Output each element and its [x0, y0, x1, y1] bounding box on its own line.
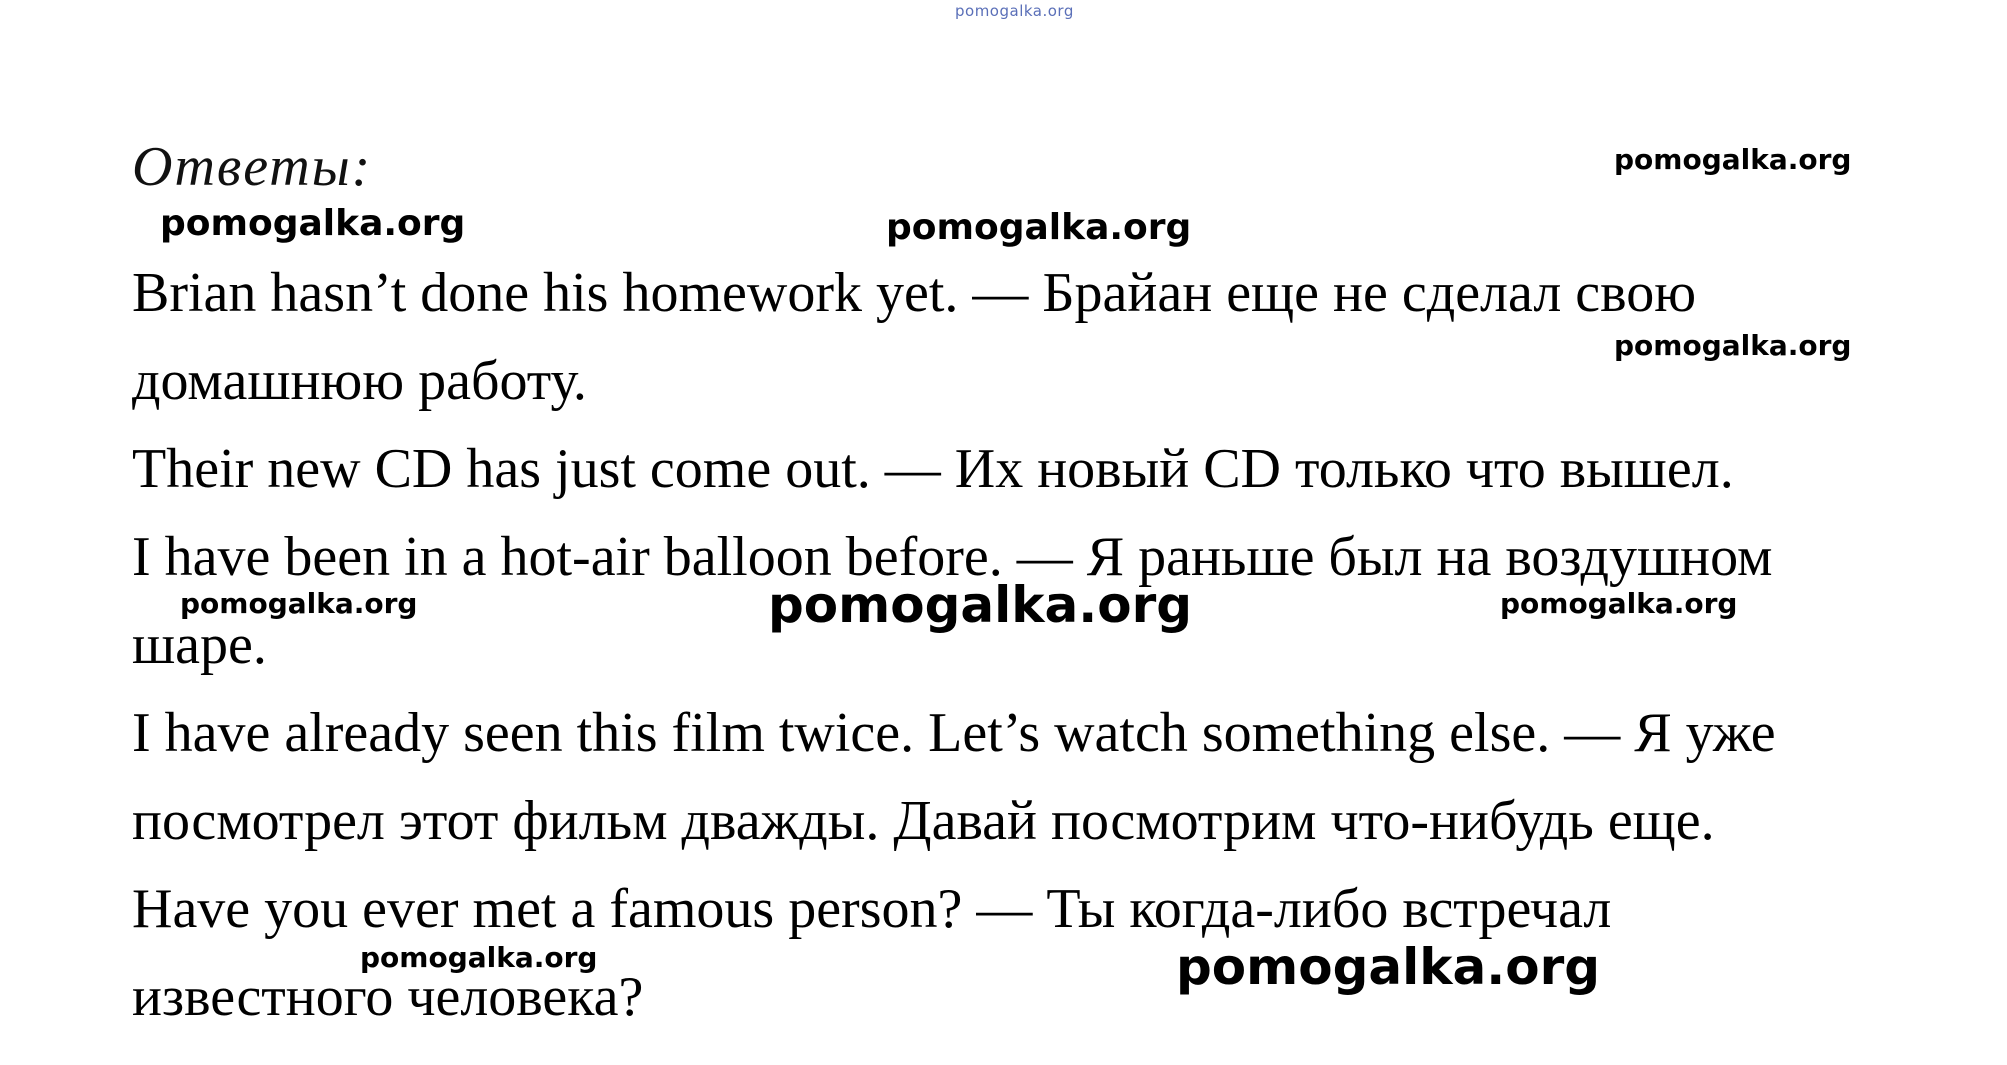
answer-line-9: известного человека? [132, 966, 644, 1028]
watermark: pomogalka.org [886, 207, 1192, 248]
watermark: pomogalka.org [360, 941, 598, 974]
watermark: pomogalka.org [1500, 587, 1738, 620]
answer-line-7: посмотрел этот фильм дважды. Давай посмотрим что-нибудь еще. [132, 790, 1715, 852]
watermark: pomogalka.org [768, 576, 1193, 634]
answer-line-5: шаре. [132, 614, 267, 676]
answer-line-4: I have been in a hot-air balloon before. — Я раньше был на воздушном [132, 526, 1773, 588]
answer-line-3: Their new CD has just come out. — Их новый CD только что вышел. [132, 438, 1734, 500]
answer-line-8: Have you ever met a famous person? — Ты когда-либо встречал [132, 878, 1612, 940]
watermark: pomogalka.org [1176, 938, 1601, 996]
watermark: pomogalka.org [160, 203, 466, 244]
answers-heading: Ответы: [132, 136, 373, 198]
watermark: pomogalka.org [1614, 329, 1852, 362]
site-link[interactable]: pomogalka.org [955, 2, 1074, 20]
watermark: pomogalka.org [180, 587, 418, 620]
answer-line-1: Brian hasn’t done his homework yet. — Брайан еще не сделал свою [132, 262, 1697, 324]
answer-line-6: I have already seen this film twice. Let’s watch something else. — Я уже [132, 702, 1776, 764]
answer-line-2: домашнюю работу. [132, 350, 587, 412]
watermark: pomogalka.org [1614, 143, 1852, 176]
